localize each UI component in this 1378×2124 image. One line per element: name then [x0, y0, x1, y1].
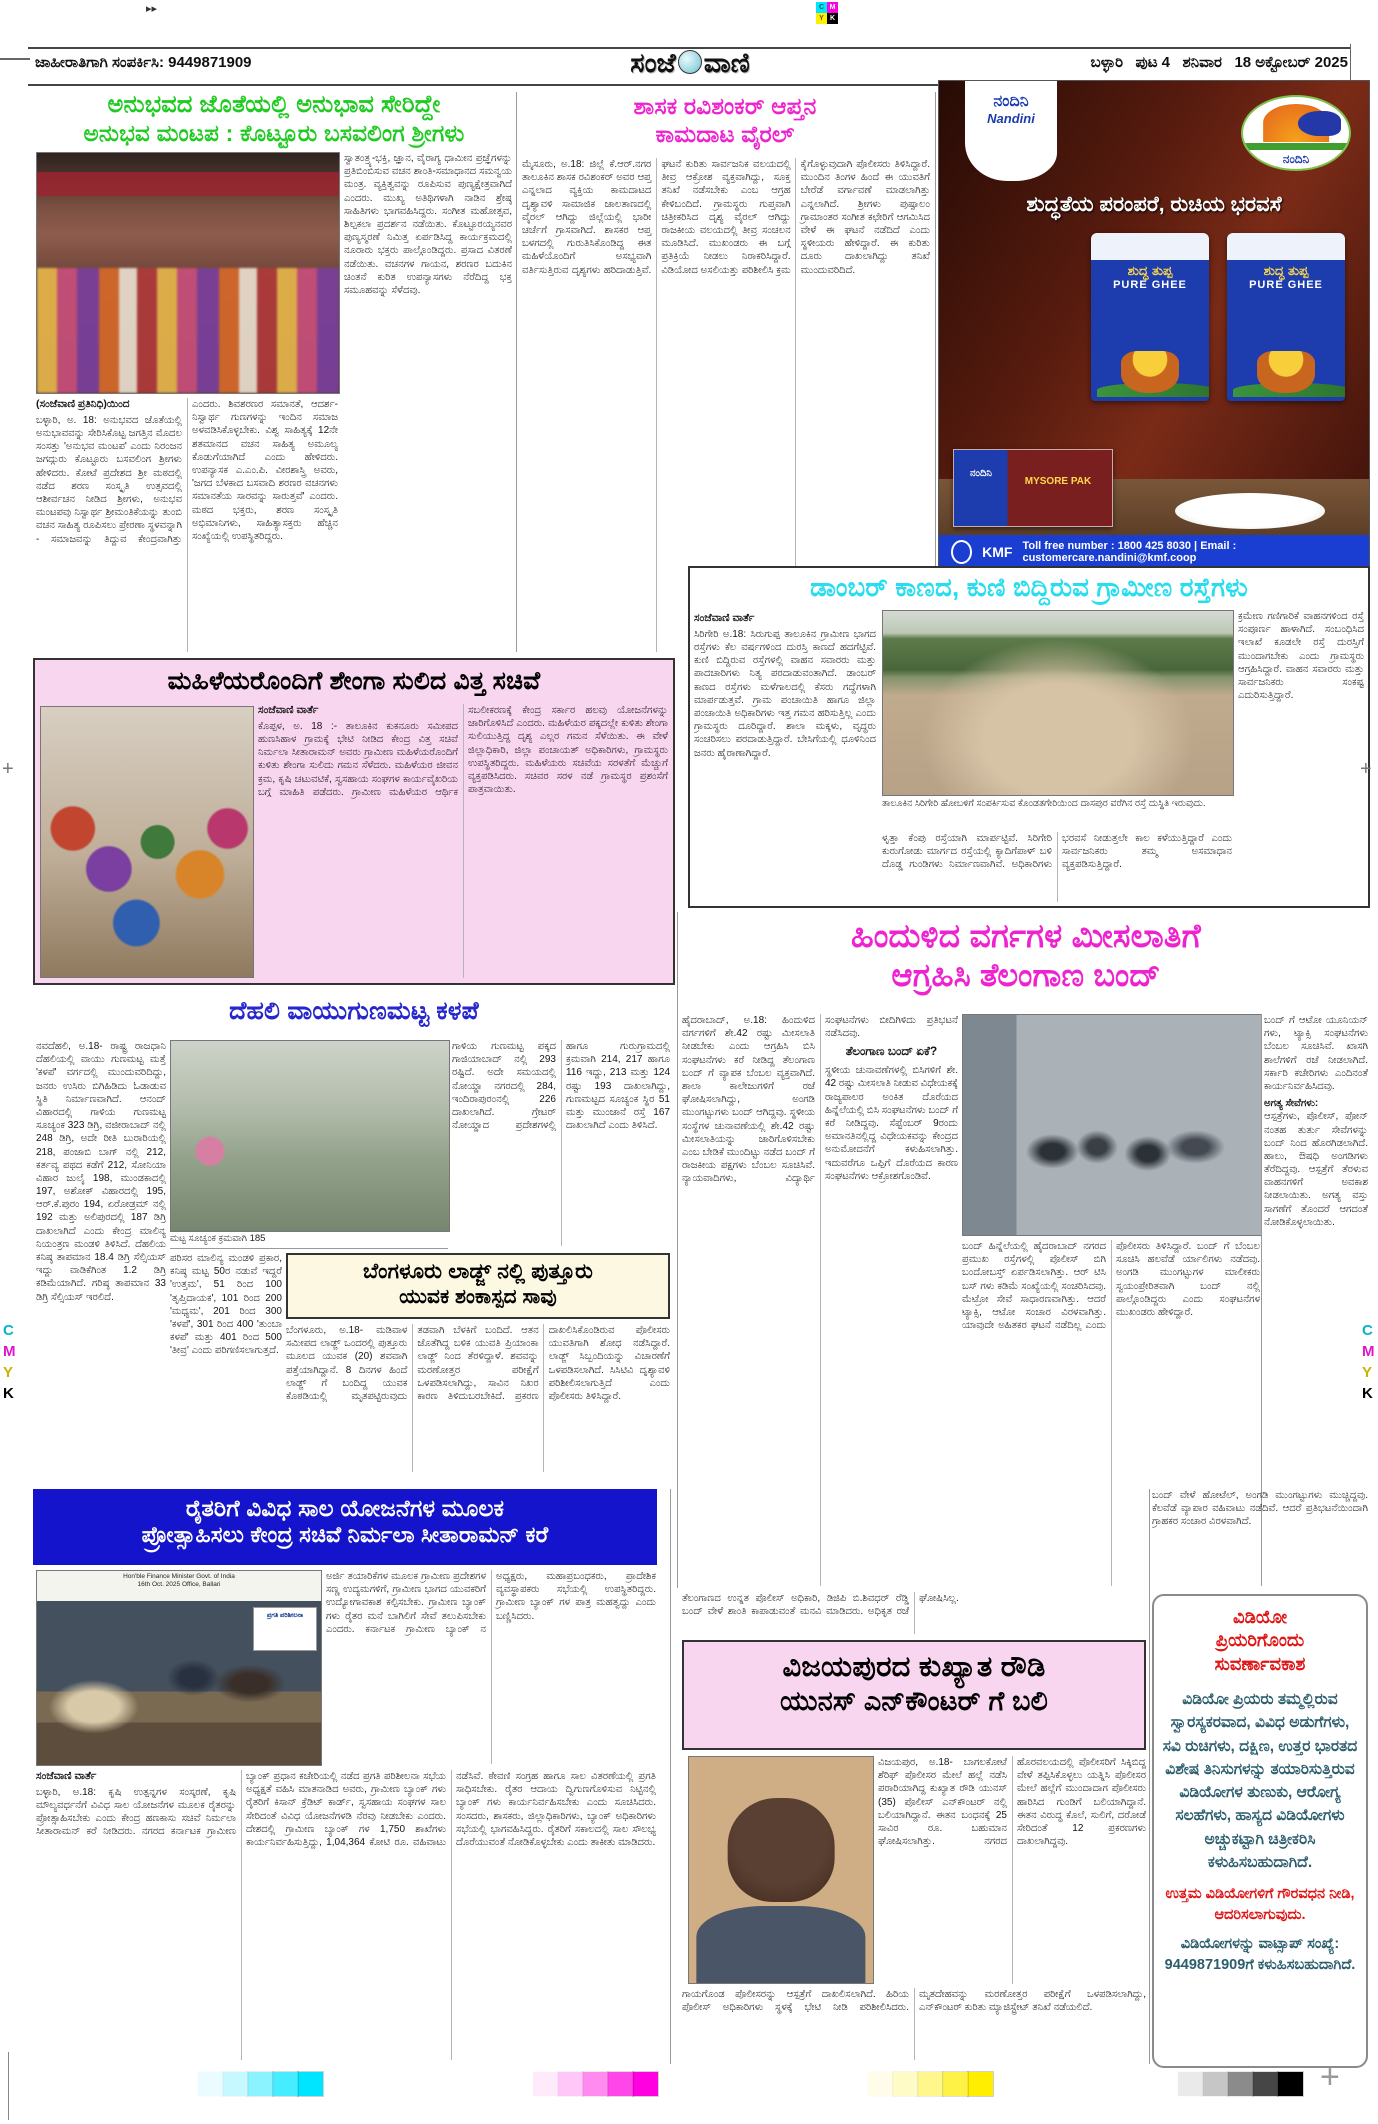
delhi-left-column: ನವದೆಹಲಿ, ಅ.18- ರಾಷ್ಟ್ರ ರಾಜಧಾನಿ ದೆಹಲಿಯಲ್ಲಿ ವಾಯು ಗುಣಮಟ್ಟ ಮತ್ತೆ 'ಕಳಪೆ' ವರ್ಗದಲ್ಲಿ ಮುಂದುವರಿದಿದ್ದು, ಜನರು ಉಸಿರು ಬಿಗಿಹಿಡಿದು ಓಡಾಡುವ ಸ್ಥಿತಿ ನಿರ್ಮಾಣವಾಗಿದೆ. ಆನಂದ್ ವಿಹಾರದಲ್ಲಿ ಗಾಳಿಯ ಗುಣಮಟ್ಟ ಸೂಚ್ಯಂಕ 323 ಡಿಗ್ರಿ, ವಜೀರಾಬಾದ್ ನಲ್ಲಿ 248 ಡಿಗ್ರಿ, ಅದೇ ರೀತಿ ಬುರಾರಿಯಲ್ಲಿ 218, ಪಂಜಾಬಿ ಬಾಗ್ ನಲ್ಲಿ 212, ಕರ್ತವ್ಯ ಪಥದ ಕಡೆಗೆ 212, ಸೋನಿಯಾ ವಿಹಾರ ಜುಲೈ 198, ಮುಂಡಕಾದಲ್ಲಿ 197, ಅಶೋಕ್ ವಿಹಾರದಲ್ಲಿ 195, ಆರ್.ಕೆ.ಪುರಂ 194, ಏರೋಡ್ರಮ್ ನಲ್ಲಿ 192 ಮತ್ತು ಅಲಿಪುರದಲ್ಲಿ 187 ಡಿಗ್ರಿ ದಾಖಲಾಗಿದೆ ಎಂದು ಕೇಂದ್ರ ಮಾಲಿನ್ಯ ನಿಯಂತ್ರಣ ಮಂಡಳಿ ತಿಳಿಸಿದೆ. ದೆಹಲಿಯ ಕನಿಷ್ಠ ತಾಪಮಾನ 18.4 ಡಿಗ್ರಿ ಸೆಲ್ಸಿಯಸ್ ಇದ್ದು ವಾಡಿಕೆಗಿಂತ 1.2 ಡಿಗ್ರಿ ಕಡಿಮೆಯಾಗಿದೆ. ಗರಿಷ್ಠ ತಾಪಮಾನ 33 ಡಿಗ್ರಿ ಸೆಲ್ಸಿಯಸ್ ಇರಲಿದೆ. [36, 1041, 166, 1303]
telangana-headline [682, 916, 1370, 995]
anubhava-headline-line2: ಅನುಭವ ಮಂಟಪ : ಕೊಟ್ಟೂರು ಬಸವಲಿಂಗ ಶ್ರೀಗಳು [83, 120, 465, 147]
registration-cross-left: + [2, 758, 14, 780]
rowdy-headline-box [682, 1640, 1146, 1750]
telangana-right-text: ಬಂದ್ ಗೆ ಆಟೋ ಯೂನಿಯನ್ ಗಳು, ಟ್ಯಾಕ್ಸಿ ಸಂಘಟನೆಗಳು ಬೆಂಬಲ ಸೂಚಿಸಿವೆ. ಖಾಸಗಿ ಶಾಲೆಗಳಿಗೆ ರಜೆ ನೀಡಲಾಗಿದೆ. ಸರ್ಕಾರಿ ಕಚೇರಿಗಳು ಎಂದಿನಂತೆ ಕಾರ್ಯನಿರ್ವಹಿಸಿದವು. [1264, 1015, 1368, 1092]
cmyk-letter-k: K [3, 1385, 14, 1402]
roads-left-text: ಸಿರಿಗೇರಿ ಅ.18: ಸಿರುಗುಪ್ಪ ತಾಲೂಕಿನ ಗ್ರಾಮೀಣ ಭಾಗದ ರಸ್ತೆಗಳು ಕೆಲ ವರ್ಷಗಳಿಂದ ದುರಸ್ತಿ ಕಾಣದೆ ಹದಗೆಟ್ಟಿವೆ. ಕುಣಿ ಬಿದ್ದಿರುವ ರಸ್ತೆಗಳಲ್ಲಿ ವಾಹನ ಸವಾರರು ಮತ್ತು ಪಾದಚಾರಿಗಳು ನಿತ್ಯ ಪರದಾಡುವಂತಾಗಿದೆ. ಡಾಂಬರ್ ಕಾಣದ ರಸ್ತೆಗಳು ಮಳೆಗಾಲದಲ್ಲಿ ಕೆಸರು ಗದ್ದೆಗಳಾಗಿ ಮಾರ್ಪಡುತ್ತವೆ. ಗ್ರಾಮ ಪಂಚಾಯಿತಿ ಹಾಗೂ ಜಿಲ್ಲಾ ಪಂಚಾಯಿತಿ ಅಧಿಕಾರಿಗಳು ಇತ್ತ ಗಮನ ಹರಿಸುತ್ತಿಲ್ಲ ಎಂದು ಗ್ರಾಮಸ್ಥರು ದೂರಿದ್ದಾರೆ. ಶಾಲಾ ಮಕ್ಕಳು, ವೃದ್ಧರು ಸಂಚರಿಸಲು ಪರದಾಡುತ್ತಿದ್ದಾರೆ. ಬೇಸಿಗೆಯಲ್ಲಿ ಧೂಳಿನಿಂದ ಜನರು ಹೈರಾಣಾಗಿದ್ದಾರೆ. [694, 628, 876, 759]
smog-field-photo [170, 1040, 450, 1232]
roads-left-column [694, 612, 876, 902]
telangana-essentials-text: ಆಸ್ಪತ್ರೆಗಳು, ಪೊಲೀಸ್, ಪೋನ್ ನಂತಹ ತುರ್ತು ಸೇವೆಗಳನ್ನು ಬಂದ್ ನಿಂದ ಹೊರಗಿಡಲಾಗಿದೆ. ಹಾಲು, ಔಷಧಿ ಅಂಗಡಿಗಳು ತೆರೆದಿದ್ದವು. ಆಸ್ಪತ್ರೆಗೆ ತೆರಳುವ ವಾಹನಗಳಿಗೆ ಅವಕಾಶ ನೀಡಲಾಯಿತು. ಅಗತ್ಯ ವಸ್ತು ಸಾಗಣೆಗೆ ತೊಂದರೆ ಆಗದಂತೆ ನೋಡಿಕೊಳ್ಳಲಾಯಿತು. [1264, 1111, 1368, 1228]
anubhava-headline-line1: ಅನುಭವದ ಜೊತೆಯಲ್ಲಿ ಅನುಭಾವ ಸೇರಿದ್ದೇ [107, 91, 441, 118]
lodge-body: ಬೆಂಗಳೂರು, ಅ.18- ಮಡಿವಾಳ ಸಮೀಪದ ಲಾಡ್ಜ್ ಒಂದರಲ್ಲಿ ಪುತ್ತೂರು ಮೂಲದ ಯುವಕ (20) ಶವವಾಗಿ ಪತ್ತೆಯಾಗಿದ್ದಾನೆ. 8 ದಿನಗಳ ಹಿಂದೆ ಲಾಡ್ಜ್ ಗೆ ಬಂದಿದ್ದ ಯುವಕ ಕೊಠಡಿಯಲ್ಲಿ ಮೃತಪಟ್ಟಿರುವುದು ತಡವಾಗಿ ಬೆಳಕಿಗೆ ಬಂದಿದೆ. ಆತನ ಜೊತೆಗಿದ್ದ ಬಳಿಕ ಯುವತಿ ಪ್ರಿಯಾಂಕಾ ಲಾಡ್ಜ್ ನಿಂದ ತೆರಳಿದ್ದಾಳೆ. ಶವವನ್ನು ಮರಣೋತ್ತರ ಪರೀಕ್ಷೆಗೆ ಒಳಪಡಿಸಲಾಗಿದ್ದು, ಸಾವಿನ ನಿಖರ ಕಾರಣ ತಿಳಿದುಬರಬೇಕಿದೆ. ಪ್ರಕರಣ ದಾಖಲಿಸಿಕೊಂಡಿರುವ ಪೊಲೀಸರು ಯುವತಿಗಾಗಿ ಶೋಧ ನಡೆಸಿದ್ದಾರೆ. ಲಾಡ್ಜ್ ಸಿಬ್ಬಂದಿಯನ್ನು ವಿಚಾರಣೆಗೆ ಒಳಪಡಿಸಲಾಗಿದೆ. ಸಿಸಿಟಿವಿ ದೃಶ್ಯಾವಳಿ ಪರಿಶೀಲಿಸಲಾಗುತ್ತಿದೆ ಎಂದು ಪೊಲೀಸರು ತಿಳಿಸಿದ್ದಾರೆ. [286, 1325, 670, 1402]
meeting-poster: ಪ್ರಗತಿ ಪರಿಶೀಲನಾ [253, 1607, 317, 1651]
masthead-logo-right: ವಾಣಿ [703, 48, 750, 78]
video-ad-body: ವಿಡಿಯೋ ಪ್ರಿಯರು ತಮ್ಮಲ್ಲಿರುವ ಸ್ವಾರಸ್ಯಕರವಾದ, ವಿವಿಧ ಅಡುಗೆಗಳು, ಸವಿ ರುಚಿಗಳು, ದಕ್ಷಿಣ, ಉತ್ತರ ಭಾರತದ ವಿಶೇಷ ತಿನಿಸುಗಳನ್ನು ತಯಾರಿಸುತ್ತಿರುವ ವಿಡಿಯೋಗಳ ತುಣುಕು, ಆರೋಗ್ಯ ಸಲಹೆಗಳು, ಹಾಸ್ಯದ ವಿಡಿಯೋಗಳು ಅಚ್ಚುಕಟ್ಟಾಗಿ ಚಿತ್ರೀಕರಿಸಿ ಕಳುಹಿಸಬಹುದಾಗಿದೆ. [1162, 1691, 1358, 1871]
video-ad-title [1162, 1606, 1358, 1676]
farmers-headline-box [33, 1489, 657, 1565]
ghee-pouch-label-en: PURE GHEE [1113, 279, 1187, 291]
column-rule [670, 1489, 671, 2064]
masthead-logo [560, 48, 820, 80]
cmyk-registration-icon: C M Y K [816, 2, 838, 24]
anubhava-body [36, 398, 338, 652]
cmyk-letter-c: C [3, 1322, 14, 1339]
rowdy-body-bottom: ಗಾಯಗೊಂಡ ಪೊಲೀಸರನ್ನು ಆಸ್ಪತ್ರೆಗೆ ದಾಖಲಿಸಲಾಗಿದೆ. ಹಿರಿಯ ಪೊಲೀಸ್ ಅಧಿಕಾರಿಗಳು ಸ್ಥಳಕ್ಕೆ ಭೇಟಿ ನೀಡಿ ಪರಿಶೀಲಿಸಿದರು. ಮೃತದೇಹವನ್ನು ಮರಣೋತ್ತರ ಪರೀಕ್ಷೆಗೆ ಒಳಪಡಿಸಲಾಗಿದ್ದು, ಎನ್‌ಕೌಂಟರ್ ಕುರಿತು ಮ್ಯಾಜಿಸ್ಟ್ರೇಟ್ ತನಿಖೆ ನಡೆಯಲಿದೆ. [682, 1989, 1146, 2014]
nandini-brand-kn: ನಂದಿನಿ [993, 93, 1029, 110]
mysore-headline-line2: ಕಾಮದಾಟ ವೈರಲ್ [655, 121, 795, 148]
rowdy-headline-line2: ಯುನಸ್ ಎನ್‌ಕೌಂಟರ್ ಗೆ ಬಲಿ [780, 1686, 1048, 1717]
cmyk-letter-m: M [1362, 1343, 1375, 1360]
masthead-edition: ಬಳ್ಳಾರಿ ಪುಟ 4 ಶನಿವಾರ 18 ಅಕ್ಟೋಬರ್ 2025 [1090, 54, 1348, 71]
nandini-ad-footer [939, 535, 1369, 569]
delhi-headline: ದೆಹಲಿ ವಾಯುಗುಣಮಟ್ಟ ಕಳಪೆ [229, 997, 479, 1025]
side-column-continuation: ಬಂದ್ ವೇಳೆ ಹೋಟೆಲ್, ಅಂಗಡಿ ಮುಂಗಟ್ಟುಗಳು ಮುಚ್ಚಿದ್ದವು. ಕೆಲವೆಡೆ ವ್ಯಾಪಾರ ವಹಿವಾಟು ನಡೆದಿವೆ. ಆದರೆ ಪ್ರತಿಭಟನೆಯಿಂದಾಗಿ ಗ್ರಾಹಕರ ಸಂಚಾರ ವಿರಳವಾಗಿದೆ. [1152, 1490, 1368, 1528]
groundnut-byline: ಸಂಜೆವಾಣಿ ವಾರ್ತೆ [258, 704, 319, 716]
anubhava-right-column: ಸ್ವಾತಂತ್ರ್ಯ-ಭಕ್ತಿ, ಜ್ಞಾನ, ವೈರಾಗ್ಯ ಧಾಮೀನ ಪ್ರಜ್ಞೆಗಳನ್ನು ಪ್ರತಿಬಿಂಬಿಸುವ ವಚನ ಶಾಂತಿ-ಸಮಾಧಾನದ ಸಮನ್ವಯ ಮಂತ್ರ. ವ್ಯಕ್ತಿತ್ವವನ್ನು ರೂಪಿಸುವ ಪುಣ್ಯಕ್ಷೇತ್ರವಾಗಿದೆ ಎಂದರು. ಮುಖ್ಯ ಅತಿಥಿಗಳಾಗಿ ನಾಡಿನ ಶ್ರೇಷ್ಠ ಸಾಹಿತಿಗಳು ಭಾಗವಹಿಸಿದ್ದರು. ಸಂಗೀತ ಮಹೋತ್ಸವ, ಶಿಲ್ಪಕಲಾ ಪ್ರದರ್ಶನ ನಡೆಯಿತು. ಕೊಟ್ಟೂರಯ್ಯನವರ ಪುಣ್ಯಸ್ಮರಣೆ ನಿಮಿತ್ತ ಏರ್ಪಡಿಸಿದ್ದ ಕಾರ್ಯಕ್ರಮದಲ್ಲಿ ನೂರಾರು ಭಕ್ತರು ಪಾಲ್ಗೊಂಡಿದ್ದರು. ಪ್ರಸಾದ ವಿತರಣೆ ನಡೆಯಿತು. ವಚನಗಳ ಗಾಯನ, ಶರಣರ ಬದುಕಿನ ಚಿಂತನೆ ಕುರಿತ ಉಪನ್ಯಾಸಗಳು ನೆರೆದಿದ್ದ ಭಕ್ತ ಸಮೂಹವನ್ನು ಸೆಳೆದವು. [344, 153, 512, 296]
police-street-photo [962, 1014, 1262, 1236]
telangana-essentials-title: ಅಗತ್ಯ ಸೇವೆಗಳು: [1264, 1098, 1319, 1110]
kmf-logo-icon [951, 540, 972, 564]
anubhava-headline [33, 90, 515, 147]
cmyk-letters-left [3, 1320, 16, 1404]
nandini-logo-grass [1243, 143, 1349, 150]
farmers-byline: ಸಂಜೆವಾಣಿ ವಾರ್ತೆ [36, 1770, 97, 1782]
video-ad-box [1152, 1594, 1368, 2068]
magenta-calibration-wedge [533, 2072, 658, 2096]
nandini-milk-badge [965, 81, 1057, 181]
kmf-label: KMF [982, 544, 1013, 560]
roads-photo-caption: ತಾಲೂಕಿನ ಸಿರಿಗೇರಿ ಹೋಬಳಿಗೆ ಸಂಪರ್ಕಿಸುವ ಕೊಂಡತಗೇರಿಯಿಂದ ದಾಸಪುರ ವರೆಗಿನ ರಸ್ತೆ ದುಸ್ಥಿತಿ ಇರುವುದು. [882, 798, 1206, 809]
video-ad-title-3: ಸುವರ್ಣಾವಕಾಶ [1214, 1653, 1306, 1674]
mysore-pak-box-en: MYSORE PAK [1024, 476, 1092, 487]
black-calibration-wedge [1178, 2072, 1303, 2096]
farmers-headline-line1: ರೈತರಿಗೆ ವಿವಿಧ ಸಾಲ ಯೋಜನೆಗಳ ಮೂಲಕ [185, 1495, 505, 1521]
video-ad-title-2: ಪ್ರಿಯರಿಗೊಂದು [1215, 1630, 1305, 1651]
farmers-body-text: ಬಳ್ಳಾರಿ, ಅ.18: ಕೃಷಿ ಉತ್ಪನ್ನಗಳ ಸಂಸ್ಕರಣೆ, ಕೃಷಿ ಮೌಲ್ಯವರ್ಧನೆಗೆ ವಿವಿಧ ಸಾಲ ಯೋಜನೆಗಳ ಮೂಲಕ ರೈತರನ್ನು ಪ್ರೋತ್ಸಾಹಿಸಬೇಕು ಎಂದು ಕೇಂದ್ರ ಹಣಕಾಸು ಸಚಿವೆ ನಿರ್ಮಲಾ ಸೀತಾರಾಮನ್ ಕರೆ ನೀಡಿದರು. ನಗರದ ಕರ್ನಾಟಕ ಗ್ರಾಮೀಣ ಬ್ಯಾಂಕ್ ಪ್ರಧಾನ ಕಚೇರಿಯಲ್ಲಿ ನಡೆದ ಪ್ರಗತಿ ಪರಿಶೀಲನಾ ಸಭೆಯ ಅಧ್ಯಕ್ಷತೆ ವಹಿಸಿ ಮಾತನಾಡಿದ ಅವರು, ಗ್ರಾಮೀಣ ಬ್ಯಾಂಕ್ ಗಳು ರೈತರಿಗೆ ಕಿಸಾನ್ ಕ್ರೆಡಿಟ್ ಕಾರ್ಡ್, ಸ್ವಸಹಾಯ ಸಂಘಗಳ ಸಾಲ ಸೇರಿದಂತೆ ವಿವಿಧ ಯೋಜನೆಗಳಡಿ ನೆರವು ನೀಡಬೇಕು ಎಂದರು. ದೇಶದಲ್ಲಿ ಗ್ರಾಮೀಣ ಬ್ಯಾಂಕ್ ಗಳ 1,750 ಶಾಖೆಗಳು ಕಾರ್ಯನಿರ್ವಹಿಸುತ್ತಿದ್ದು, 1,04,364 ಕೋಟಿ ರೂ. ವಹಿವಾಟು ನಡೆಸಿವೆ. ಠೇವಣಿ ಸಂಗ್ರಹ ಹಾಗೂ ಸಾಲ ವಿತರಣೆಯಲ್ಲಿ ಪ್ರಗತಿ ಸಾಧಿಸಬೇಕು. ರೈತರ ಆದಾಯ ದ್ವಿಗುಣಗೊಳಿಸುವ ನಿಟ್ಟಿನಲ್ಲಿ ಬ್ಯಾಂಕ್ ಗಳು ಕಾರ್ಯನಿರ್ವಹಿಸಬೇಕು ಎಂದು ಸೂಚಿಸಿದರು. ಸಂಸದರು, ಶಾಸಕರು, ಜಿಲ್ಲಾಧಿಕಾರಿಗಳು, ಬ್ಯಾಂಕ್ ಅಧಿಕಾರಿಗಳು ಸಭೆಯಲ್ಲಿ ಭಾಗವಹಿಸಿದ್ದರು. ರೈತರಿಗೆ ಸಕಾಲದಲ್ಲಿ ಸಾಲ ಸೌಲಭ್ಯ ದೊರೆಯುವಂತೆ ನೋಡಿಕೊಳ್ಳಬೇಕು ಎಂದು ತಾಕೀತು ಮಾಡಿದರು. [36, 1771, 656, 1848]
registration-cross-bottom: + [1320, 2058, 1340, 2096]
lodge-headline-box [286, 1253, 670, 1319]
ghee-pot-icon [1257, 351, 1315, 393]
yellow-calibration-wedge [868, 2072, 993, 2096]
roads-headline: ಡಾಂಬರ್ ಕಾಣದ, ಕುಣಿ ಬಿದ್ದಿರುವ ಗ್ರಾಮೀಣ ರಸ್ತೆಗಳು [810, 572, 1248, 602]
groundnut-body-text: ಕೊಪ್ಪಳ, ಅ. 18 :- ತಾಲೂಕಿನ ಕುಕನೂರು ಸಮೀಪದ ಹುಣಸಿಹಾಳ ಗ್ರಾಮಕ್ಕೆ ಭೇಟಿ ನೀಡಿದ ಕೇಂದ್ರ ವಿತ್ತ ಸಚಿವೆ ನಿರ್ಮಲಾ ಸೀತಾರಾಮನ್ ಅವರು ಗ್ರಾಮೀಣ ಮಹಿಳೆಯರೊಂದಿಗೆ ಕುಳಿತು ಶೇಂಗಾ ಸುಲಿದು ಗಮನ ಸೆಳೆದರು. ಮಹಿಳೆಯರ ಜೀವನ ಕ್ರಮ, ಕೃಷಿ ಚಟುವಟಿಕೆ, ಸ್ವಸಹಾಯ ಸಂಘಗಳ ಕಾರ್ಯವೈಖರಿಯ ಬಗ್ಗೆ ಮಾಹಿತಿ ಪಡೆದರು. ಗ್ರಾಮೀಣ ಮಹಿಳೆಯರ ಆರ್ಥಿಕ ಸಬಲೀಕರಣಕ್ಕೆ ಕೇಂದ್ರ ಸರ್ಕಾರ ಹಲವು ಯೋಜನೆಗಳನ್ನು ಜಾರಿಗೊಳಿಸಿದೆ ಎಂದರು. ಮಹಿಳೆಯರ ಪಕ್ಕದಲ್ಲೇ ಕುಳಿತು ಶೇಂಗಾ ಸುಲಿಯುತ್ತಿದ್ದ ದೃಶ್ಯ ಎಲ್ಲರ ಗಮನ ಸೆಳೆಯಿತು. ಈ ವೇಳೆ ಜಿಲ್ಲಾಧಿಕಾರಿ, ಜಿಲ್ಲಾ ಪಂಚಾಯತ್ ಅಧಿಕಾರಿಗಳು, ಗ್ರಾಮಸ್ಥರು ಉಪಸ್ಥಿತರಿದ್ದರು. ಮಹಿಳೆಯರು ಸಚಿವೆಯ ಸರಳತೆಗೆ ಮೆಚ್ಚುಗೆ ವ್ಯಕ್ತಪಡಿಸಿದರು. ಸಚಿವರ ಸರಳ ನಡೆ ಗ್ರಾಮಸ್ಥರ ಪ್ರಶಂಸೆಗೆ ಪಾತ್ರವಾಯಿತು. [258, 705, 668, 798]
video-ad-note: ಉತ್ತಮ ವಿಡಿಯೋಗಳಿಗೆ ಗೌರವಧನ ನೀಡಿ, ಆದರಿಸಲಾಗುವುದು. [1165, 1886, 1355, 1924]
groundnut-headline: ಮಹಿಳೆಯರೊಂದಿಗೆ ಶೇಂಗಾ ಸುಲಿದ ವಿತ್ತ ಸಚಿವೆ [167, 667, 541, 695]
stage-event-photo [36, 152, 340, 394]
kmf-contact-line: Toll free number : 1800 425 8030 | Email : customercare.nandini@kmf.coop [1022, 540, 1237, 564]
cmyk-letter-y: Y [3, 1364, 14, 1381]
delhi-right-column: ಗಾಳಿಯ ಗುಣಮಟ್ಟ ಪಕ್ಕದ ಗಾಜಿಯಾಬಾದ್ ನಲ್ಲಿ 293 ರಷ್ಟಿದೆ. ಅದೇ ಸಮಯದಲ್ಲಿ ನೋಯ್ಡಾ ನಗರದಲ್ಲಿ 284, ಇಂದಿರಾಪುರಂನಲ್ಲಿ 226 ದಾಖಲಾಗಿದೆ. ಗ್ರೇಟರ್ ನೋಯ್ಡಾದ ಪ್ರದೇಶಗಳಲ್ಲಿ ಹಾಗೂ ಗುರುಗ್ರಾಮದಲ್ಲಿ ಕ್ರಮವಾಗಿ 214, 217 ಹಾಗೂ 116 ಇದ್ದು, 213 ಮತ್ತು 124 ರಷ್ಟು 193 ದಾಖಲಾಗಿದ್ದು, ಗುಣಮಟ್ಟದ ಸೂಚ್ಯಂಕ ಸ್ಥಿರ 51 ಮತ್ತು ಮುಂಜಾನೆ ರಸ್ತೆ 167 ದಾಖಲಾಗಿದೆ ಎಂದು ತಿಳಿಸಿದೆ. [452, 1041, 670, 1132]
ghee-pouch-2 [1227, 233, 1345, 401]
telangana-body [682, 1014, 958, 1586]
telangana-body1: ಹೈದರಾಬಾದ್, ಅ.18: ಹಿಂದುಳಿದ ವರ್ಗಗಳಿಗೆ ಶೇ.42 ರಷ್ಟು ಮೀಸಲಾತಿ ನೀಡಬೇಕು ಎಂದು ಆಗ್ರಹಿಸಿ ಬಿಸಿ ಸಂಘಟನೆಗಳು ಕರೆ ನೀಡಿದ್ದ ತೆಲಂಗಾಣ ಬಂದ್ ಗೆ ವ್ಯಾಪಕ ಬೆಂಬಲ ವ್ಯಕ್ತವಾಗಿದೆ. ಶಾಲಾ ಕಾಲೇಜುಗಳಿಗೆ ರಜೆ ಘೋಷಿಸಲಾಗಿದ್ದು, ಅಂಗಡಿ ಮುಂಗಟ್ಟುಗಳು ಬಂದ್ ಆಗಿದ್ದವು. ಸ್ಥಳೀಯ ಸಂಸ್ಥೆಗಳ ಚುನಾವಣೆಯಲ್ಲಿ ಶೇ.42 ರಷ್ಟು ಮೀಸಲಾತಿಯನ್ನು ಜಾರಿಗೊಳಿಸಬೇಕು ಎಂಬ ಬೇಡಿಕೆ ಮುಂದಿಟ್ಟು ನಡೆದ ಬಂದ್ ಗೆ ರಾಜಕೀಯ ಪಕ್ಷಗಳು ಬೆಂಬಲ ಸೂಚಿಸಿವೆ. ನ್ಯಾಯವಾದಿಗಳು, ವಿದ್ಯಾರ್ಥಿ ಸಂಘಟನೆಗಳು ಬೀದಿಗಿಳಿದು ಪ್ರತಿಭಟನೆ ನಡೆಸಿದವು. [682, 1015, 958, 1185]
crop-line-bottom-left [8, 2052, 9, 2120]
delhi-mid-column: ಪರಿಸರ ಮಾಲಿನ್ಯ ಮಂಡಳಿ ಪ್ರಕಾರ, ಕನಿಷ್ಠ ಮಟ್ಟ 50ರ ನಡುವೆ ಇದ್ದರೆ 'ಉತ್ತಮ', 51 ರಿಂದ 100 'ತೃಪ್ತಿದಾಯಕ', 101 ರಿಂದ 200 'ಮಧ್ಯಮ', 201 ರಿಂದ 300 'ಕಳಪೆ', 301 ರಿಂದ 400 'ತುಂಬಾ ಕಳಪೆ' ಮತ್ತು 401 ರಿಂದ 500 'ತೀವ್ರ' ಎಂದು ಪರಿಗಣಿಸಲಾಗುತ್ತದೆ. [170, 1253, 282, 1357]
crop-tick-left [0, 58, 30, 60]
mysore-body: ಮೈಸೂರು, ಅ.18: ಜಿಲ್ಲೆ ಕೆ.ಆರ್.ನಗರ ತಾಲೂಕಿನ ಶಾಸಕ ರವಿಶಂಕರ್ ಅವರ ಆಪ್ತ ಎನ್ನಲಾದ ವ್ಯಕ್ತಿಯ ಕಾಮದಾಟದ ದೃಶ್ಯಾವಳಿ ಸಾಮಾಜಿಕ ಜಾಲತಾಣದಲ್ಲಿ ವೈರಲ್ ಆಗಿದ್ದು ಜಿಲ್ಲೆಯಲ್ಲಿ ಭಾರೀ ಚರ್ಚೆಗೆ ಗ್ರಾಸವಾಗಿದೆ. ಶಾಸಕರ ಆಪ್ತ ಬಳಗದಲ್ಲಿ ಗುರುತಿಸಿಕೊಂಡಿದ್ದ ಈತ ಮಹಿಳೆಯೊಂದಿಗೆ ಅಸಭ್ಯವಾಗಿ ವರ್ತಿಸುತ್ತಿರುವ ದೃಶ್ಯಗಳು ಹರಿದಾಡುತ್ತಿವೆ. ಘಟನೆ ಕುರಿತು ಸಾರ್ವಜನಿಕ ವಲಯದಲ್ಲಿ ತೀವ್ರ ಆಕ್ರೋಶ ವ್ಯಕ್ತವಾಗಿದ್ದು, ಸೂಕ್ತ ತನಿಖೆ ನಡೆಸಬೇಕು ಎಂಬ ಆಗ್ರಹ ಕೇಳಿಬಂದಿದೆ. ಗ್ರಾಮಸ್ಥರು ಗುಪ್ತವಾಗಿ ಚಿತ್ರೀಕರಿಸಿದ ದೃಶ್ಯ ವೈರಲ್ ಆಗಿದ್ದು ರಾಜಕೀಯ ವಲಯದಲ್ಲಿ ತೀವ್ರ ಸಂಚಲನ ಮೂಡಿಸಿದೆ. ಮುಖಂಡರು ಈ ಬಗ್ಗೆ ಪ್ರತಿಕ್ರಿಯೆ ನೀಡಲು ನಿರಾಕರಿಸಿದ್ದಾರೆ. ವಿಡಿಯೋದ ಅಸಲಿಯತ್ತು ಪರಿಶೀಲಿಸಿ ಕ್ರಮ ಕೈಗೊಳ್ಳುವುದಾಗಿ ಪೊಲೀಸರು ತಿಳಿಸಿದ್ದಾರೆ. ಮುಂದಿನ ತಿಂಗಳ ಹಿಂದೆ ಈ ಯುವತಿಗೆ ಬೇರೆಡೆ ವರ್ಗಾವಣೆ ಮಾಡಲಾಗಿತ್ತು ಎನ್ನಲಾಗಿದೆ. ಶ್ರೀಗಳು ಪುಷ್ಪಾಲಂ ಗ್ರಾಮಾಂತರ ಸಂಗೀತ ಕಛೇರಿಗೆ ಆಗಮಿಸಿದ ವೇಳೆ ಈ ಘಟನೆ ನಡೆದಿದೆ ಎಂದು ಸ್ಥಳೀಯರು ಹೇಳಿದ್ದಾರೆ. ಈ ಕುರಿತು ದೂರು ದಾಖಲಾಗಿದ್ದು ತನಿಖೆ ಮುಂದುವರಿದಿದೆ. [522, 159, 930, 276]
mysore-headline [520, 92, 930, 148]
cmyk-letter-c: C [1362, 1322, 1373, 1339]
rural-road-photo [882, 610, 1234, 796]
registration-cross-right: + [1360, 758, 1372, 780]
column-rule [935, 92, 936, 566]
cmyk-letter-m: M [3, 1343, 16, 1360]
roads-below-text: ಳೃತ್ತಾ ಕೆಂಪು ರಸ್ತೆಯಾಗಿ ಮಾರ್ಪಟ್ಟಿವೆ. ಸಿರಿಗೇರಿ ಕುರುಗೋಡು ಮಾರ್ಗದ ರಸ್ತೆಯಲ್ಲಿ ಕ್ಯಾದಿಗೆಪಾಳ್ ಬಳಿ ದೊಡ್ಡ ಗುಂಡಿಗಳು ನಿರ್ಮಾಣವಾಗಿವೆ. ಅಧಿಕಾರಿಗಳು ಭರವಸೆ ನೀಡುತ್ತಲೇ ಕಾಲ ಕಳೆಯುತ್ತಿದ್ದಾರೆ ಎಂದು ಸಾರ್ವಜನಿಕರು ತಮ್ಮ ಅಸಮಾಧಾನ ವ್ಯಕ್ತಪಡಿಸುತ್ತಿದ್ದಾರೆ. [882, 833, 1232, 871]
telangana-headline-line2: ಆಗ್ರಹಿಸಿ ತೆಲಂಗಾಣ ಬಂದ್ [891, 957, 1161, 994]
mysore-headline-line1: ಶಾಸಕ ರವಿಶಂಕರ್ ಆಪ್ತನ [633, 93, 817, 119]
sweet-plate [1175, 493, 1325, 529]
mugshot-torso [696, 1906, 865, 1983]
cmyk-letter-y: Y [1362, 1364, 1373, 1381]
anubhava-byline: (ಸಂಜೆವಾಣಿ ಪ್ರತಿನಿಧಿ)ಯಿಂದ [36, 398, 130, 410]
mugshot-head [728, 1798, 835, 1902]
women-groundnut-photo [40, 706, 254, 978]
delhi-photo-caption: ಮಟ್ಟ ಸೂಚ್ಯಂಕ ಕ್ರಮವಾಗಿ 185 [170, 1233, 448, 1249]
masthead-logo-left: ಸಂಜೆ [630, 48, 676, 78]
mysore-pak-box-kn: ನಂದಿನಿ [969, 468, 992, 479]
ghee-pot-icon [1121, 351, 1179, 393]
groundnut-body [258, 704, 668, 978]
column-rule [516, 92, 517, 652]
nandini-oval-logo [1241, 95, 1351, 171]
crop-tick-right [1350, 44, 1351, 84]
meeting-banner-text: Hon'ble Finance Minister Govt. of India [123, 1573, 235, 1580]
masthead-contact: ಜಾಹೀರಾತಿಗಾಗಿ ಸಂಪರ್ಕಿಸಿ: 9449871909 [35, 54, 252, 71]
globe-icon [678, 50, 702, 74]
mysore-pak-box [953, 449, 1113, 527]
nandini-ad [938, 80, 1370, 570]
farmers-headline-line2: ಪ್ರೋತ್ಸಾಹಿಸಲು ಕೇಂದ್ರ ಸಚಿವೆ ನಿರ್ಮಲಾ ಸೀತಾರಾಮನ್ ಕರೆ [141, 1522, 549, 1548]
anubhava-body-text: ಬಳ್ಳಾರಿ, ಅ. 18: ಅನುಭವದ ಜೊತೆಯಲ್ಲಿ ಅನುಭಾವವನ್ನು ಸೇರಿಸಿಕೊಟ್ಟ ಜಗತ್ತಿನ ಮೊದಲ ಸಂಸತ್ತು 'ಅನುಭವ ಮಂಟಪ' ಎಂದು ನಿರಂಜನ ಜಗದ್ಗುರು ಕೊಟ್ಟೂರು ಬಸವಲಿಂಗ ಶ್ರೀಗಳು ಹೇಳಿದರು. ಕೋಟೆ ಪ್ರದೇಶದ ಶ್ರೀ ಮಠದಲ್ಲಿ ನಡೆದ ಶರಣ ಸಂಸ್ಕೃತಿ ಉತ್ಸವದಲ್ಲಿ ಆಶೀರ್ವಚನ ನೀಡಿದ ಶ್ರೀಗಳು, ಅನುಭವ ಮಂಟಪವು ನಿಸ್ವಾರ್ಥ ಶ್ರೀಮಂತಿಕೆಯನ್ನು ತುಂಬಿ ವಚನ ಸಾಹಿತ್ಯ ರೂಪಿಸಲು ಪ್ರೇರಣಾ ಸ್ಥಳವನ್ನಾಗಿ - ಸಮಾಜವನ್ನು ತಿದ್ದುವ ಕೇಂದ್ರವಾಗಿತ್ತು ಎಂದರು. ಶಿವಶರಣರ ಸಮಾನತೆ, ಆದರ್ಶ-ನಿಸ್ವಾರ್ಥ ಗುಣಗಳನ್ನು ಇಂದಿನ ಸಮಾಜ ಅಳವಡಿಸಿಕೊಳ್ಳಬೇಕು. ವಿಶ್ವ ಸಾಹಿತ್ಯಕ್ಕೆ 12ನೇ ಶತಮಾನದ ವಚನ ಸಾಹಿತ್ಯ ಅಮೂಲ್ಯ ಕೊಡುಗೆಯಾಗಿದೆ ಎಂದು ಹೇಳಿದರು. ಉಪನ್ಯಾಸಕ ಎ.ಎಂ.ಪಿ. ವೀರಶಾಸ್ತ್ರಿ ಅವರು, 'ಜಗದ ಬೆಳಕಾದ ಬಸವಾದಿ ಶರಣರ ವಚನಗಳು ಸಮಾನತೆಯ ಸಾರವನ್ನು ಸಾರುತ್ತವೆ' ಎಂದರು. ಮಠದ ಭಕ್ತರು, ಶರಣ ಸಂಸ್ಕೃತಿ ಅಭಿಮಾನಿಗಳು, ಸಾಹಿತ್ಯಾಸಕ್ತರು ಹೆಚ್ಚಿನ ಸಂಖ್ಯೆಯಲ್ಲಿ ಉಪಸ್ಥಿತರಿದ್ದರು. [36, 399, 338, 545]
ghee-pouch-label-en: PURE GHEE [1249, 279, 1323, 291]
meeting-banner-loc: Office, Ballari [181, 1581, 221, 1589]
lodge-headline-line1: ಬೆಂಗಳೂರು ಲಾಡ್ಜ್ ನಲ್ಲಿ ಪುತ್ತೂರು [362, 1260, 594, 1283]
video-ad-whatsapp: ವಿಡಿಯೋಗಳನ್ನು ವಾಟ್ಸಾಪ್ ಸಂಖ್ಯೆ: 9449871909ಗೆ ಕಳುಹಿಸಬಹುದಾಗಿದೆ. [1164, 1936, 1356, 1974]
nandini-brand-en: Nandini [987, 111, 1035, 126]
meeting-banner [37, 1571, 321, 1601]
telangana-subhead: ತೆಲಂಗಾಣ ಬಂದ್ ಏಕೆ? [845, 1044, 938, 1059]
crop-arrows-icon: ▸▸ [146, 3, 158, 15]
rowdy-body-right: ವಿಜಯಪುರ, ಅ.18- ಬಾಗಲಕೋಟೆ ಶೆರಿಫ್ ಪೊಲೀಸರ ಮೇಲೆ ಹಲ್ಲೆ ನಡೆಸಿ ಪರಾರಿಯಾಗಿದ್ದ ಕುಖ್ಯಾತ ರೌಡಿ ಯುನಸ್ (35) ಪೊಲೀಸ್ ಎನ್‌ಕೌಂಟರ್ ನಲ್ಲಿ ಬಲಿಯಾಗಿದ್ದಾನೆ. ಈತನ ಬಂಧನಕ್ಕೆ 25 ಸಾವಿರ ರೂ. ಬಹುಮಾನ ಘೋಷಿಸಲಾಗಿತ್ತು. ನಗರದ ಹೊರವಲಯದಲ್ಲಿ ಪೊಲೀಸರಿಗೆ ಸಿಕ್ಕಿಬಿದ್ದ ವೇಳೆ ತಪ್ಪಿಸಿಕೊಳ್ಳಲು ಯತ್ನಿಸಿ ಪೊಲೀಸರ ಮೇಲೆ ಹಲ್ಲೆಗೆ ಮುಂದಾದಾಗ ಪೊಲೀಸರು ಹಾರಿಸಿದ ಗುಂಡಿಗೆ ಬಲಿಯಾಗಿದ್ದಾನೆ. ಈತನ ವಿರುದ್ಧ ಕೊಲೆ, ಸುಲಿಗೆ, ದರೋಡೆ ಸೇರಿದಂತೆ 12 ಪ್ರಕರಣಗಳು ದಾಖಲಾಗಿದ್ದವು. [878, 1757, 1146, 1848]
video-ad-title-1: ವಿಡಿಯೋ [1232, 1607, 1288, 1627]
ghee-pouch-1 [1091, 233, 1209, 401]
ghee-pouch-label-kn: ಶುದ್ಧ ತುಪ್ಪ [1127, 263, 1173, 278]
rowdy-headline-line1: ವಿಜಯಪುರದ ಕುಖ್ಯಾತ ರೌಡಿ [782, 1651, 1046, 1683]
nandini-tagline: ಶುದ್ಧತೆಯ ಪರಂಪರೆ, ರುಚಿಯ ಭರವಸೆ [1026, 193, 1282, 216]
nandini-logo-text: ನಂದಿನಿ [1282, 152, 1310, 166]
cyan-calibration-wedge [198, 2072, 323, 2096]
roads-byline: ಸಂಜೆವಾಣಿ ವಾರ್ತೆ [694, 612, 755, 624]
telangana-below-photo: ಬಂದ್ ಹಿನ್ನೆಲೆಯಲ್ಲಿ ಹೈದರಾಬಾದ್ ನಗರದ ಪ್ರಮುಖ ರಸ್ತೆಗಳಲ್ಲಿ ಪೊಲೀಸ್ ಬಿಗಿ ಬಂದೋಬಸ್ತ್ ಏರ್ಪಡಿಸಲಾಗಿತ್ತು. ಆರ್ ಟಿಸಿ ಬಸ್ ಗಳು ಕಡಿಮೆ ಸಂಖ್ಯೆಯಲ್ಲಿ ಸಂಚರಿಸಿದವು. ಮೆಟ್ರೋ ಸೇವೆ ಸಾಧಾರಣವಾಗಿತ್ತು. ಆದರೆ ಟ್ಯಾಕ್ಸಿ, ಆಟೋ ಸಂಚಾರ ವಿರಳವಾಗಿತ್ತು. ಯಾವುದೇ ಅಹಿತಕರ ಘಟನೆ ನಡೆದಿಲ್ಲ ಎಂದು ಪೊಲೀಸರು ತಿಳಿಸಿದ್ದಾರೆ. ಬಂದ್ ಗೆ ಬೆಂಬಲ ಸೂಚಿಸಿ ಹಲವೆಡೆ ರ್ಯಾಲಿಗಳು ನಡೆದವು. ಅಂಗಡಿ ಮುಂಗಟ್ಟುಗಳ ಮಾಲೀಕರು ಸ್ವಯಂಪ್ರೇರಿತವಾಗಿ ಬಂದ್ ನಲ್ಲಿ ಪಾಲ್ಗೊಂಡಿದ್ದರು ಎಂದು ಸಂಘಟನೆಗಳ ಮುಖಂಡರು ಹೇಳಿದ್ದಾರೆ. [962, 1241, 1260, 1332]
telangana-headline-line1: ಹಿಂದುಳಿದ ವರ್ಗಗಳ ಮೀಸಲಾತಿಗೆ [851, 917, 1201, 954]
rowdy-mugshot-photo [688, 1756, 874, 1984]
cow-icon [1298, 111, 1340, 135]
farmers-side-text: ಅರ್ಜಿ ತಯಾರಿಕೆಗಳ ಮೂಲಕ ಗ್ರಾಮೀಣ ಪ್ರದೇಶಗಳ ಸಣ್ಣ ಉದ್ಯಮಗಳಿಗೆ, ಗ್ರಾಮೀಣ ಭಾಗದ ಯುವಕರಿಗೆ ಉದ್ಯೋಗಾವಕಾಶ ಕಲ್ಪಿಸಬೇಕು. ಗ್ರಾಮೀಣ ಬ್ಯಾಂಕ್ ಗಳು ರೈತರ ಮನೆ ಬಾಗಿಲಿಗೆ ಸೇವೆ ತಲುಪಿಸಬೇಕು ಎಂದರು. ಕರ್ನಾಟಕ ಗ್ರಾಮೀಣ ಬ್ಯಾಂಕ್ ನ ಅಧ್ಯಕ್ಷರು, ಮಹಾಪ್ರಬಂಧಕರು, ಪ್ರಾದೇಶಿಕ ವ್ಯವಸ್ಥಾಪಕರು ಸಭೆಯಲ್ಲಿ ಉಪಸ್ಥಿತರಿದ್ದರು. ಗ್ರಾಮೀಣ ಬ್ಯಾಂಕ್ ಗಳ ಪಾತ್ರ ಮಹತ್ವದ್ದು ಎಂದು ಬಣ್ಣಿಸಿದರು. [326, 1571, 656, 1635]
column-rule [677, 912, 678, 1588]
telangana-body2: ಸ್ಥಳೀಯ ಚುನಾವಣೆಗಳಲ್ಲಿ ಬಿಸಿಗಳಿಗೆ ಶೇ. 42 ರಷ್ಟು ಮೀಸಲಾತಿ ನೀಡುವ ವಿಧೇಯಕಕ್ಕೆ ರಾಜ್ಯಪಾಲರ ಅಂಕಿತ ದೊರೆಯದ ಹಿನ್ನೆಲೆಯಲ್ಲಿ ಬಿಸಿ ಸಂಘಟನೆಗಳು ಬಂದ್ ಗೆ ಕರೆ ನೀಡಿದ್ದವು. ಸೆಪ್ಟೆಂಬರ್ 9ರಂದು ಅಮಾನತಿನಲ್ಲಿದ್ದ ವಿಧೇಯಕವನ್ನು ಕೇಂದ್ರದ ಅನುಮೋದನೆಗೆ ಕಳುಹಿಸಲಾಗಿತ್ತು. ಇದುವರೆಗೂ ಒಪ್ಪಿಗೆ ದೊರೆಯದ ಕಾರಣ ಸಂಘಟನೆಗಳು ಆಕ್ರೋಶಗೊಂಡಿವೆ. [825, 1065, 958, 1182]
farmers-body [36, 1770, 656, 2060]
ghee-pouch-label-kn: ಶುದ್ಧ ತುಪ್ಪ [1263, 263, 1309, 278]
lodge-headline-line2: ಯುವಕ ಶಂಕಾಸ್ಪದ ಸಾವು [399, 1285, 557, 1308]
cmyk-letter-k: K [1362, 1385, 1373, 1402]
roads-right-column: ಕ್ರಮೇಣ ಗಣಿಗಾರಿಕೆ ವಾಹನಗಳಿಂದ ರಸ್ತೆ ಸಂಪೂರ್ಣ ಹಾಳಾಗಿದೆ. ಸಂಬಂಧಿಸಿದ ಇಲಾಖೆ ಕೂಡಲೇ ರಸ್ತೆ ದುರಸ್ತಿಗೆ ಮುಂದಾಗಬೇಕು ಎಂದು ಗ್ರಾಮಸ್ಥರು ಆಗ್ರಹಿಸಿದ್ದಾರೆ. ವಾಹನ ಸವಾರರು ಮತ್ತು ಸಾರ್ವಜನಿಕರು ಸಂಕಷ್ಟ ಎದುರಿಸುತ್ತಿದ್ದಾರೆ. [1238, 611, 1364, 702]
bank-meeting-photo [36, 1570, 322, 1766]
meeting-banner-date: 16th Oct. 2025 [137, 1581, 181, 1589]
telangana-continuation: ತೆಲಂಗಾಣದ ಉನ್ನತ ಪೊಲೀಸ್ ಅಧಿಕಾರಿ, ಡಿಜಿಪಿ ಬಿ.ಶಿವಧರ್ ರೆಡ್ಡಿ ಬಂದ್ ವೇಳೆ ಶಾಂತಿ ಕಾಪಾಡುವಂತೆ ಮನವಿ ಮಾಡಿದರು. ಅಧಿಕೃತ ರಜೆ ಘೋಷಿಸಿಲ್ಲ. [682, 1593, 959, 1618]
column-rule [1149, 1489, 1150, 2064]
cmyk-letters-right [1362, 1320, 1375, 1404]
